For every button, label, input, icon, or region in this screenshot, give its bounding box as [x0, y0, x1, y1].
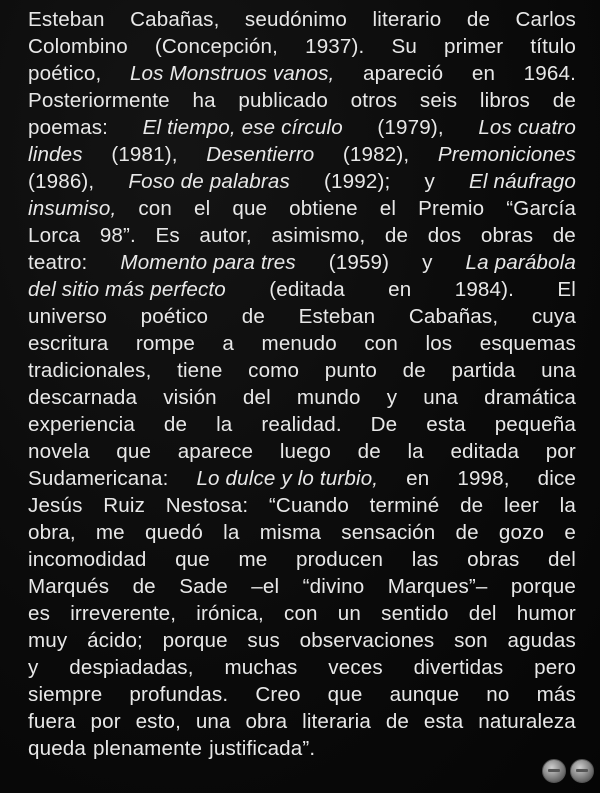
word: más: [536, 683, 576, 706]
word: gozo: [498, 521, 545, 544]
word: una: [195, 710, 231, 733]
text-line: [28, 60, 576, 87]
text-line: [28, 33, 576, 60]
word: seudónimo: [244, 8, 348, 31]
word: Jesús: [28, 494, 83, 517]
word: las: [411, 548, 439, 571]
text-line: [28, 330, 576, 357]
word: irreverente,: [70, 602, 177, 625]
word: otros: [350, 89, 398, 112]
text-line: [28, 6, 576, 33]
text-line: [28, 357, 576, 384]
word: producen: [296, 548, 384, 571]
word: porque: [510, 575, 576, 598]
word: cuya: [531, 305, 576, 328]
word: sentido: [381, 602, 449, 625]
word: la: [223, 521, 240, 544]
word: publicado: [238, 89, 328, 112]
word: –el: [251, 575, 280, 598]
word: poemas:: [28, 116, 109, 139]
word: teatro:: [28, 251, 88, 274]
word: Marques”–: [387, 575, 488, 598]
word: poético: [140, 305, 209, 328]
word: libros: [479, 89, 530, 112]
word: realidad.: [261, 413, 342, 436]
word: Marqués: [28, 575, 110, 598]
word: de: [241, 305, 265, 328]
word: dramática: [484, 386, 576, 409]
word: 98”.: [99, 224, 136, 247]
word: obtiene: [289, 197, 358, 220]
word: el: [194, 197, 211, 220]
book-title-word: Los cuatro: [478, 116, 576, 139]
word: (1959): [328, 251, 390, 274]
text-line: [28, 627, 576, 654]
text-line: [28, 276, 576, 303]
text-line: [28, 114, 576, 141]
word: que: [327, 683, 363, 706]
book-title-word: Lo dulce y lo turbio,: [196, 467, 379, 490]
book-title-word: Premoniciones: [437, 143, 576, 166]
word: Nestosa:: [165, 494, 249, 517]
word: misma: [259, 521, 322, 544]
word: esta: [423, 710, 464, 733]
word: porque: [162, 629, 228, 652]
word: mundo: [296, 386, 361, 409]
word: ha: [192, 89, 216, 112]
word: y: [422, 251, 433, 274]
word: Esteban: [298, 305, 376, 328]
word: justificada”.: [209, 737, 316, 760]
word: veces: [328, 656, 383, 679]
word: Premio: [418, 197, 485, 220]
word: autor,: [199, 224, 252, 247]
word: tradicionales,: [28, 359, 152, 382]
word: asimismo,: [271, 224, 366, 247]
word: de: [385, 710, 410, 733]
word: (Concepción,: [154, 35, 279, 58]
word: e: [564, 521, 576, 544]
word: del: [468, 602, 497, 625]
word: de: [402, 359, 426, 382]
word: literaria: [302, 710, 371, 733]
text-line: [28, 303, 576, 330]
text-line: [28, 141, 576, 168]
word: pero: [534, 656, 576, 679]
word: “Cuando: [268, 494, 349, 517]
word: menudo: [261, 332, 337, 355]
text-line: [28, 87, 576, 114]
word: tiene: [177, 359, 223, 382]
word: me: [238, 548, 268, 571]
word: profundas.: [129, 683, 229, 706]
word: del: [242, 386, 271, 409]
text-line: [28, 681, 576, 708]
word: “García: [506, 197, 576, 220]
word: de: [460, 494, 484, 517]
word: quedó: [144, 521, 203, 544]
word: esto,: [135, 710, 181, 733]
book-title-word: El náufrago: [468, 170, 576, 193]
word: y: [28, 656, 39, 679]
word: como: [248, 359, 300, 382]
book-title-word: lindes: [28, 143, 83, 166]
word: Esteban: [28, 8, 105, 31]
word: experiencia: [28, 413, 135, 436]
word: pequeña: [494, 413, 576, 436]
word: editada: [450, 440, 520, 463]
text-line: [28, 600, 576, 627]
word: de: [384, 224, 409, 247]
word: Ruiz: [103, 494, 146, 517]
word: El: [557, 278, 576, 301]
word: ácido;: [87, 629, 143, 652]
text-line: [28, 411, 576, 438]
word: una: [541, 359, 576, 382]
word: con: [284, 602, 318, 625]
word: Su: [391, 35, 417, 58]
word: que: [116, 440, 152, 463]
word: descarnada: [28, 386, 138, 409]
word: 1984).: [454, 278, 515, 301]
word: Cabañas,: [130, 8, 220, 31]
text-line: [28, 168, 576, 195]
word: dos: [427, 224, 462, 247]
word: y: [386, 386, 398, 409]
word: observaciones: [299, 629, 435, 652]
word: que: [175, 548, 210, 571]
word: de: [552, 224, 576, 247]
word: “divino: [302, 575, 365, 598]
word: de: [455, 521, 479, 544]
word: Cabañas,: [408, 305, 499, 328]
word: sensación: [341, 521, 436, 544]
text-line: [28, 249, 576, 276]
text-line: [28, 195, 576, 222]
word: despiadadas,: [69, 656, 194, 679]
word: me: [95, 521, 125, 544]
word: esquemas: [479, 332, 576, 355]
word: dice: [537, 467, 576, 490]
word: obras: [480, 224, 534, 247]
word: Lorca: [28, 224, 81, 247]
word: con: [364, 332, 398, 355]
word: apareció: [363, 62, 444, 85]
book-title-word: Momento para tres: [120, 251, 296, 274]
text-line: [28, 546, 576, 573]
word: (1986),: [28, 170, 95, 193]
book-title-word: Desentierro: [206, 143, 315, 166]
word: con: [138, 197, 172, 220]
text-line: [28, 222, 576, 249]
word: (1981),: [111, 143, 178, 166]
word: humor: [516, 602, 576, 625]
word: Creo: [255, 683, 301, 706]
word: rompe: [135, 332, 195, 355]
word: Es: [155, 224, 180, 247]
word: (1982),: [342, 143, 410, 166]
word: aunque: [389, 683, 460, 706]
word: Sudamericana:: [28, 467, 169, 490]
word: a: [222, 332, 235, 355]
word: obra: [245, 710, 288, 733]
word: no: [486, 683, 510, 706]
book-title-word: La parábola: [465, 251, 576, 274]
word: obra,: [28, 521, 76, 544]
word: (1992);: [324, 170, 391, 193]
watermark-badge-icon: [570, 759, 594, 783]
text-line: [28, 519, 576, 546]
word: muy: [28, 629, 68, 652]
word: agudas: [507, 629, 576, 652]
word: en: [471, 62, 496, 85]
word: visión: [163, 386, 217, 409]
word: punto: [324, 359, 378, 382]
word: literario: [372, 8, 442, 31]
word: aparece: [177, 440, 254, 463]
book-title-word: Foso de palabras: [128, 170, 290, 193]
word: de: [552, 89, 576, 112]
word: Posteriormente: [28, 89, 170, 112]
word: el: [379, 197, 397, 220]
word: partida: [451, 359, 516, 382]
word: De: [370, 413, 398, 436]
text-line: [28, 735, 576, 762]
word: novela: [28, 440, 90, 463]
text-line: [28, 492, 576, 519]
word: de: [132, 575, 156, 598]
word: luego: [279, 440, 331, 463]
word: irónica,: [196, 602, 264, 625]
word: queda: [28, 737, 87, 760]
word: es: [28, 602, 51, 625]
word: escritura: [28, 332, 109, 355]
word: 1937).: [305, 35, 365, 58]
word: sus: [247, 629, 280, 652]
word: de: [357, 440, 381, 463]
word: una: [423, 386, 459, 409]
text-line: [28, 654, 576, 681]
word: en: [406, 467, 430, 490]
word: divertidas: [413, 656, 504, 679]
word: incomodidad: [28, 548, 147, 571]
book-title-word: El tiempo, ese círculo: [142, 116, 343, 139]
word: leer: [503, 494, 539, 517]
word: y: [424, 170, 435, 193]
word: esta: [426, 413, 466, 436]
watermark-badges: [542, 759, 594, 783]
word: la: [559, 494, 576, 517]
word: de: [163, 413, 188, 436]
word: un: [337, 602, 361, 625]
book-title-word: insumiso,: [28, 197, 117, 220]
word: plenamente: [93, 737, 203, 760]
word: siempre: [28, 683, 103, 706]
word: del: [548, 548, 576, 571]
text-line: [28, 438, 576, 465]
word: seis: [419, 89, 458, 112]
text-line: [28, 573, 576, 600]
biography-paragraph: [28, 6, 576, 762]
word: título: [530, 35, 576, 58]
word: la: [216, 413, 233, 436]
word: universo: [28, 305, 108, 328]
word: obras: [467, 548, 520, 571]
word: naturaleza: [478, 710, 576, 733]
word: 1964.: [523, 62, 576, 85]
word: la: [407, 440, 424, 463]
book-title-word: Los Monstruos vanos,: [129, 62, 335, 85]
word: por: [90, 710, 121, 733]
word: los: [425, 332, 453, 355]
book-title-word: del sitio más perfecto: [28, 278, 226, 301]
text-line: [28, 384, 576, 411]
text-line: [28, 465, 576, 492]
word: son: [454, 629, 488, 652]
word: Colombino: [28, 35, 128, 58]
word: Carlos: [515, 8, 576, 31]
word: fuera: [28, 710, 76, 733]
watermark-badge-icon: [542, 759, 566, 783]
word: primer: [444, 35, 504, 58]
word: terminé: [369, 494, 440, 517]
word: (editada: [269, 278, 345, 301]
word: 1998,: [457, 467, 510, 490]
word: en: [388, 278, 412, 301]
word: Sade: [179, 575, 228, 598]
word: poético,: [28, 62, 102, 85]
text-line: [28, 708, 576, 735]
word: por: [545, 440, 576, 463]
word: muchas: [224, 656, 298, 679]
word: (1979),: [377, 116, 444, 139]
word: de: [466, 8, 491, 31]
word: que: [232, 197, 268, 220]
